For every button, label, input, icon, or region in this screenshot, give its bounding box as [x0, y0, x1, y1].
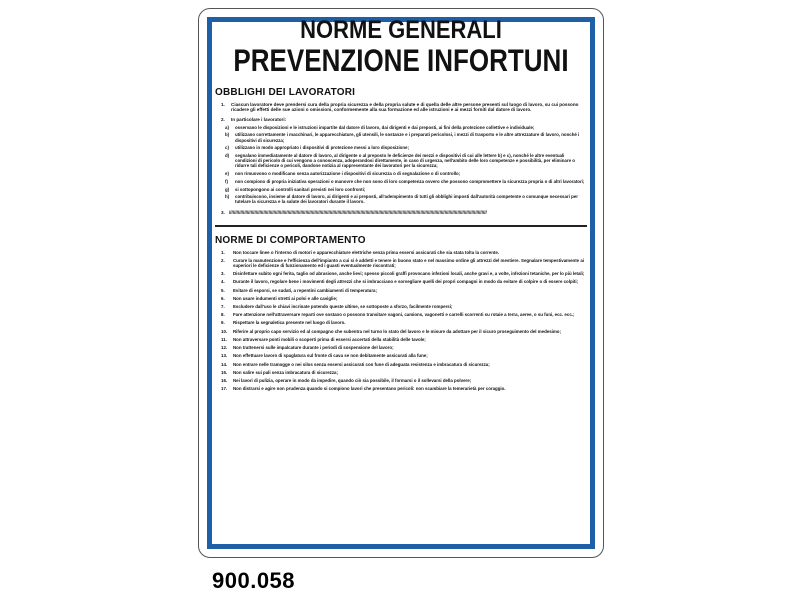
subitem-letter: a) — [225, 124, 229, 130]
list-item — [215, 329, 587, 334]
item-number: 13. — [221, 353, 228, 359]
subitem-letter: b) — [225, 132, 230, 138]
item-text: Evitare di esporsi, se sudati, a repentini cambiamenti di temperatura; — [233, 287, 377, 293]
list-item — [215, 345, 587, 350]
subitem-letter: d) — [225, 153, 230, 159]
list-item — [215, 362, 587, 367]
sign-content — [215, 15, 587, 391]
item-number: 8. — [221, 312, 225, 318]
subitem-text: si sottopongono ai controlli sanitari previsti nei loro confronti; — [235, 186, 366, 192]
item-text: Disinfettare subito ogni ferita, taglio od abrasione, anche lievi; spesso piccoli graffi provocano infezioni locali, anche gravi e, a volte, infezioni tetaniche, per lo più letali; — [233, 271, 585, 277]
item-number: 15. — [221, 369, 228, 375]
item-number: 3. — [221, 209, 225, 215]
subitem-text: segnalano immediatamente al datore di lavoro, al dirigente o al preposto le deficienze dei mezzi e dispositivi di cui alle lettere b) e c), nonché le altre eventuali condizioni di pericolo di cui vengono a conoscenza, adoperandosi direttamente, in caso di urgenza, nell'ambito delle loro competenze e possibilità, per eliminare o ridurre tali deficienze o pericoli, dandone notizia al rappresentante dei lavoratori per la sicurezza; — [235, 153, 575, 169]
item-number: 1. — [221, 249, 225, 255]
item-number: 3. — [221, 271, 225, 277]
item-number: 4. — [221, 279, 225, 285]
item-text: Ciascun lavoratore deve prendersi cura della propria sicurezza e della propria salute e di quella delle altre persone presenti sul luogo di lavoro, su cui possono ricadere gli effetti delle sue azioni o omissioni, conformemente alla sua formazione ed alle istruzioni e ai mezzi forniti dal datore di lavoro. — [231, 102, 579, 113]
subitem-text: utilizzano in modo appropriato i dispositivi di protezione messi a loro disposizione; — [235, 145, 409, 151]
list-item — [215, 250, 587, 255]
list-item — [215, 320, 587, 325]
subitem — [215, 179, 587, 184]
subitem — [215, 153, 587, 169]
subitem-text: contribuiscono, insieme al datore di lavoro, ai dirigenti e ai preposti, all'adempimento di tutti gli obblighi imposti dall'autorità competente o comunque necessari per tutelare la sicurezza e la salute dei lavoratori durante il lavoro. — [235, 194, 578, 205]
subitem-letter: h) — [225, 194, 230, 200]
list-item — [215, 279, 587, 284]
subitem-letter: e) — [225, 171, 229, 177]
subitem-text: non compiono di propria iniziativa operazioni o manovre che non sono di loro competenza ovvero che possono compromettere la sicurezza propria o di altri lavoratori; — [235, 178, 585, 184]
list-item — [215, 258, 587, 268]
item-number: 10. — [221, 328, 228, 334]
item-text: Non attraversare ponti mobili o scoperti prima di essersi accertati della stabilità delle tavole; — [233, 336, 426, 342]
item-text: Rispettare la segnaletica presente nel luogo di lavoro. — [233, 320, 346, 326]
item-text: Fare attenzione nell'attraversare reparti ove sostano o possono transitare vagoni, camions, vagonetti e carrelli scorrenti su rotaie a terra, aeree, o su funi, ecc. ecc.; — [233, 312, 575, 318]
subitem-text: osservano le disposizioni e le istruzioni impartite dal datore di lavoro, dai dirigenti e dai preposti, ai fini della protezione collettive e individuale; — [235, 124, 535, 130]
subitem — [215, 194, 587, 204]
list-item — [215, 353, 587, 358]
subitem-text: utilizzano correttamente i macchinari, le apparecchiature, gli utensili, le sostanze e i preparati pericolosi, i mezzi di trasporto e le altre attrezzature di lavoro, nonché i dispositivi di sicurezza; — [235, 132, 580, 143]
item-number: 14. — [221, 361, 228, 367]
item-text: Escludere dall'uso le chiavi incrinate potendo queste ultime, se sottoposte a sforzo, facilmente rompersi; — [233, 304, 453, 310]
subitem — [215, 125, 587, 130]
item-text: Non toccare linee o l'interno di motori e apparecchiature elettriche senza prima essersi assicurati che sia stata tolta la corrente. — [233, 249, 500, 255]
item-text: Riferire al proprio capo servizio ed al compagno che subentra nel turno lo stato del lavoro e le misure da adottare per il sicuro proseguimento del medesimo; — [233, 328, 561, 334]
item-text: Non entrare nelle tramogge o nei silos senza essersi assicurati con fune di adeguata resistenza e imbracatura di sicurezza; — [233, 361, 490, 367]
comportamento-list — [215, 250, 587, 392]
subitem — [215, 187, 587, 192]
subitem-letter: g) — [225, 186, 230, 192]
list-item — [215, 337, 587, 342]
blank-fill-line: ////////////////////////////////////////////////////////////////////////////////////////////////////////////////////////////////////////////////////////////////////////////////////////////////////////// — [229, 209, 487, 215]
subitem — [215, 171, 587, 176]
item-number: 2. — [221, 116, 225, 122]
product-code: 900.058 — [212, 568, 296, 593]
list-item — [215, 378, 587, 383]
item-text: Non trattenersi sulle impalcature durante i periodi di sospensione del lavoro; — [233, 345, 394, 351]
obblighi-item-1 — [215, 102, 587, 113]
item-text: Non usare indumenti stretti ai polsi e alle caviglie; — [233, 295, 338, 301]
item-text: Non effettuare lavoro di spaglatura sul fronte di cava se non debitamente assicurati alla fune; — [233, 353, 428, 359]
item-number: 16. — [221, 377, 228, 383]
subitem-letter: c) — [225, 145, 229, 151]
item-number: 12. — [221, 345, 228, 351]
list-item — [215, 296, 587, 301]
subitem-text: non rimuovono o modificano senza autorizzazione i dispositivi di sicurezza o di segnalazione o di controllo; — [235, 171, 461, 177]
item-text: Durante il lavoro, regolare bene i movimenti degli attrezzi che si imbracciano e sorvegliare quelli dei propri compagni in modo da evitare di colpire o di essere colpiti; — [233, 279, 579, 285]
subitem — [215, 145, 587, 150]
list-item — [215, 386, 587, 391]
list-item — [215, 271, 587, 276]
list-item — [215, 370, 587, 375]
obblighi-subitems — [215, 125, 587, 205]
obblighi-item-3 — [215, 210, 587, 215]
item-number: 2. — [221, 257, 225, 263]
sign-title-line1: NORME GENERALI — [300, 15, 502, 44]
item-number: 7. — [221, 304, 225, 310]
item-number: 17. — [221, 386, 228, 392]
item-text: Curare la manutenzione e l'efficienza dell'impianto a cui si è addetti e tenere in buono stato e nel massimo ordine gli attrezzi del mestiere. Segnalare tempestivamente ai superiori le deficienze di funzionamento ed i guasti eventualmente riscontrati; — [233, 257, 585, 269]
item-text: Non salire sui pali senza imbracatura di sicurezza; — [233, 369, 338, 375]
item-number: 5. — [221, 287, 225, 293]
list-item — [215, 288, 587, 293]
list-item — [215, 312, 587, 317]
item-text: Non distrarsi e agire non prudenza quando si compiono lavori che presentano pericoli: non scambiare la temerarietà per coraggio. — [233, 386, 506, 392]
item-number: 1. — [221, 102, 225, 107]
item-text: Nei lavori di pulizia, operare in modo da impedire, quando ciò sia possibile, il formarsi o il sollevarsi della polvere; — [233, 377, 472, 383]
section-heading-comportamento: NORME DI COMPORTAMENTO — [215, 234, 366, 246]
section-heading-obblighi: OBBLIGHI DEI LAVORATORI — [215, 87, 356, 98]
list-item — [215, 304, 587, 309]
subitem — [215, 132, 587, 142]
item-text: In particolare i lavoratori: — [231, 116, 287, 122]
obblighi-item-2 — [215, 117, 587, 122]
sign-title-line2: PREVENZIONE INFORTUNI — [233, 42, 569, 78]
item-number: 11. — [221, 336, 227, 342]
item-number: 9. — [221, 320, 225, 326]
safety-sign — [198, 8, 604, 558]
section-divider — [215, 225, 587, 227]
item-number: 6. — [221, 295, 225, 301]
subitem-letter: f) — [225, 178, 228, 184]
